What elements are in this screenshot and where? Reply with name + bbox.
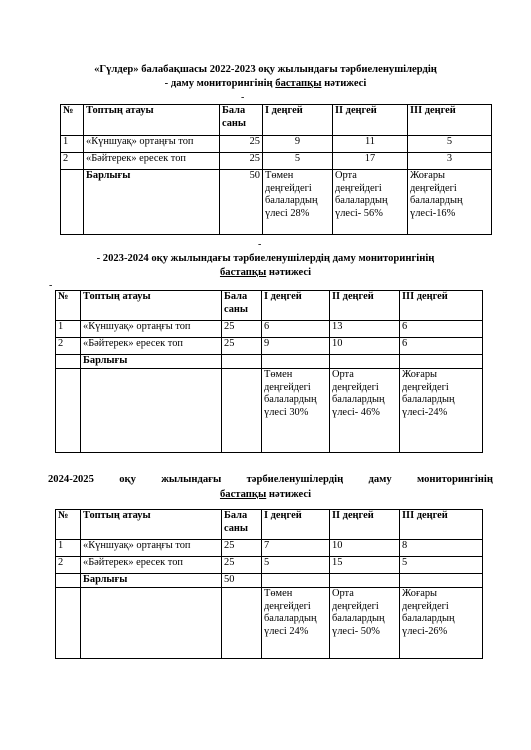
dash-mark: - <box>241 92 245 103</box>
total-count: 50 <box>222 574 262 588</box>
table-summary-row <box>56 369 483 453</box>
row-child-count: 25 <box>222 557 262 574</box>
row-level-1: 9 <box>262 338 330 355</box>
total-empty-cell <box>61 170 84 235</box>
section1-table <box>60 104 492 235</box>
header-level-1: І деңгей <box>262 510 330 540</box>
row-level-3: 8 <box>400 540 483 557</box>
table-total-row <box>56 355 483 369</box>
header-level-3: ІІІ деңгей <box>400 510 483 540</box>
row-level-3: 5 <box>408 136 492 153</box>
row-group-name: «Бәйтерек» ересек топ <box>81 557 222 574</box>
row-number: 2 <box>56 557 81 574</box>
row-level-2: 10 <box>330 540 400 557</box>
total-empty-cell <box>330 355 400 369</box>
total-empty-cell <box>56 355 81 369</box>
row-child-count: 25 <box>222 540 262 557</box>
row-level-1: 5 <box>262 557 330 574</box>
section2-table <box>55 290 483 453</box>
header-number: № <box>56 510 81 540</box>
header-group-name: Топтың атауы <box>81 291 222 321</box>
row-level-2: 17 <box>333 153 408 170</box>
row-level-1: 6 <box>262 321 330 338</box>
summary-low: Төмен деңгейдегі балалардың үлесі 30% <box>262 369 330 453</box>
total-empty-cell <box>262 574 330 588</box>
table-row <box>56 557 483 574</box>
total-empty-cell <box>262 355 330 369</box>
section3-title-word: оқу <box>119 474 136 485</box>
summary-high: Жоғары деңгейдегі балалардың үлесі-26% <box>400 588 483 659</box>
summary-mid: Орта деңгейдегі балалардың үлесі- 46% <box>330 369 400 453</box>
section3-title-line2 <box>0 489 531 500</box>
row-group-name: «Күншуақ» ортаңғы топ <box>84 136 220 153</box>
row-group-name: «Күншуақ» ортаңғы топ <box>81 321 222 338</box>
row-level-2: 11 <box>333 136 408 153</box>
total-empty-cell <box>400 574 483 588</box>
header-child-count: Бала саны <box>222 510 262 540</box>
section3-title-word: 2024-2025 <box>48 474 94 485</box>
total-empty-cell <box>330 574 400 588</box>
row-level-2: 13 <box>330 321 400 338</box>
row-number: 2 <box>61 153 84 170</box>
section1-title-prefix: - даму мониторингінің <box>164 78 276 89</box>
table-header-row <box>56 510 483 540</box>
header-child-count: Бала саны <box>220 105 263 136</box>
header-group-name: Топтың атауы <box>81 510 222 540</box>
table-row <box>61 136 492 153</box>
total-empty-cell <box>56 574 81 588</box>
total-label: Барлығы <box>81 355 222 369</box>
row-group-name: «Бәйтерек» ересек топ <box>84 153 220 170</box>
row-level-3: 3 <box>408 153 492 170</box>
table-total-row <box>61 170 492 235</box>
summary-high: Жоғары деңгейдегі балалардың үлесі-16% <box>408 170 492 235</box>
row-level-3: 5 <box>400 557 483 574</box>
summary-mid: Орта деңгейдегі балалардың үлесі- 56% <box>333 170 408 235</box>
total-count: 50 <box>220 170 263 235</box>
header-level-3: ІІІ деңгей <box>400 291 483 321</box>
row-group-name: «Бәйтерек» ересек топ <box>81 338 222 355</box>
row-level-2: 15 <box>330 557 400 574</box>
section3-table <box>55 509 483 659</box>
section2-title-suffix: нәтижесі <box>266 267 312 278</box>
table-header-row <box>61 105 492 136</box>
total-label: Барлығы <box>84 170 220 235</box>
section1-title-line1: «Гүлдер» балабақшасы 2022-2023 оқу жылындағы тәрбиеленушілердің <box>94 64 437 75</box>
row-number: 2 <box>56 338 81 355</box>
header-level-1: І деңгей <box>263 105 333 136</box>
total-empty-cell <box>400 355 483 369</box>
row-number: 1 <box>61 136 84 153</box>
header-child-count: Бала саны <box>222 291 262 321</box>
header-level-3: ІІІ деңгей <box>408 105 492 136</box>
row-child-count: 25 <box>220 153 263 170</box>
header-level-2: ІІ деңгей <box>330 291 400 321</box>
section3-title-word: жылындағы <box>161 474 222 485</box>
row-group-name: «Күншуақ» ортаңғы топ <box>81 540 222 557</box>
section3-title-word: тәрбиеленушілердің <box>246 474 344 485</box>
section3-title-line1 <box>48 474 493 485</box>
summary-high: Жоғары деңгейдегі балалардың үлесі-24% <box>400 369 483 453</box>
section1-title-line2 <box>0 78 531 89</box>
section1-title-suffix: нәтижесі <box>321 78 367 89</box>
row-level-3: 6 <box>400 321 483 338</box>
summary-empty-cell <box>222 369 262 453</box>
total-label: Барлығы <box>81 574 222 588</box>
table-summary-row <box>56 588 483 659</box>
section3-title-suffix: нәтижесі <box>266 489 312 500</box>
header-level-2: ІІ деңгей <box>333 105 408 136</box>
header-group-name: Топтың атауы <box>84 105 220 136</box>
row-child-count: 25 <box>220 136 263 153</box>
summary-empty-cell <box>222 588 262 659</box>
row-level-2: 10 <box>330 338 400 355</box>
row-child-count: 25 <box>222 321 262 338</box>
summary-empty-cell <box>56 369 81 453</box>
summary-mid: Орта деңгейдегі балалардың үлесі- 50% <box>330 588 400 659</box>
table-row <box>56 338 483 355</box>
table-row <box>56 321 483 338</box>
section2-title-line1: - 2023-2024 оқу жылындағы тәрбиеленушілердің даму мониторингінің <box>96 253 435 264</box>
summary-empty-cell <box>81 369 222 453</box>
row-level-3: 6 <box>400 338 483 355</box>
total-count-empty <box>222 355 262 369</box>
section3-title-word: даму <box>368 474 392 485</box>
table-total-row <box>56 574 483 588</box>
section2-title-line2 <box>0 267 531 278</box>
section3-title-word: мониторингінің <box>417 474 493 485</box>
dash-mark: - <box>49 280 53 291</box>
table-row <box>56 540 483 557</box>
header-level-2: ІІ деңгей <box>330 510 400 540</box>
row-level-1: 7 <box>262 540 330 557</box>
header-level-1: І деңгей <box>262 291 330 321</box>
table-row <box>61 153 492 170</box>
summary-empty-cell <box>56 588 81 659</box>
table-header-row <box>56 291 483 321</box>
header-number: № <box>61 105 84 136</box>
section3-title-underlined: бастапқы <box>219 489 267 500</box>
summary-empty-cell <box>81 588 222 659</box>
header-number: № <box>56 291 81 321</box>
section1-title-underlined: бастапқы <box>275 78 322 89</box>
row-level-1: 5 <box>263 153 333 170</box>
dash-mark: - <box>258 239 262 250</box>
row-level-1: 9 <box>263 136 333 153</box>
row-number: 1 <box>56 540 81 557</box>
summary-low: Төмен деңгейдегі балалардың үлесі 28% <box>263 170 333 235</box>
row-child-count: 25 <box>222 338 262 355</box>
section2-title-underlined: бастапқы <box>219 267 267 278</box>
row-number: 1 <box>56 321 81 338</box>
summary-low: Төмен деңгейдегі балалардың үлесі 24% <box>262 588 330 659</box>
